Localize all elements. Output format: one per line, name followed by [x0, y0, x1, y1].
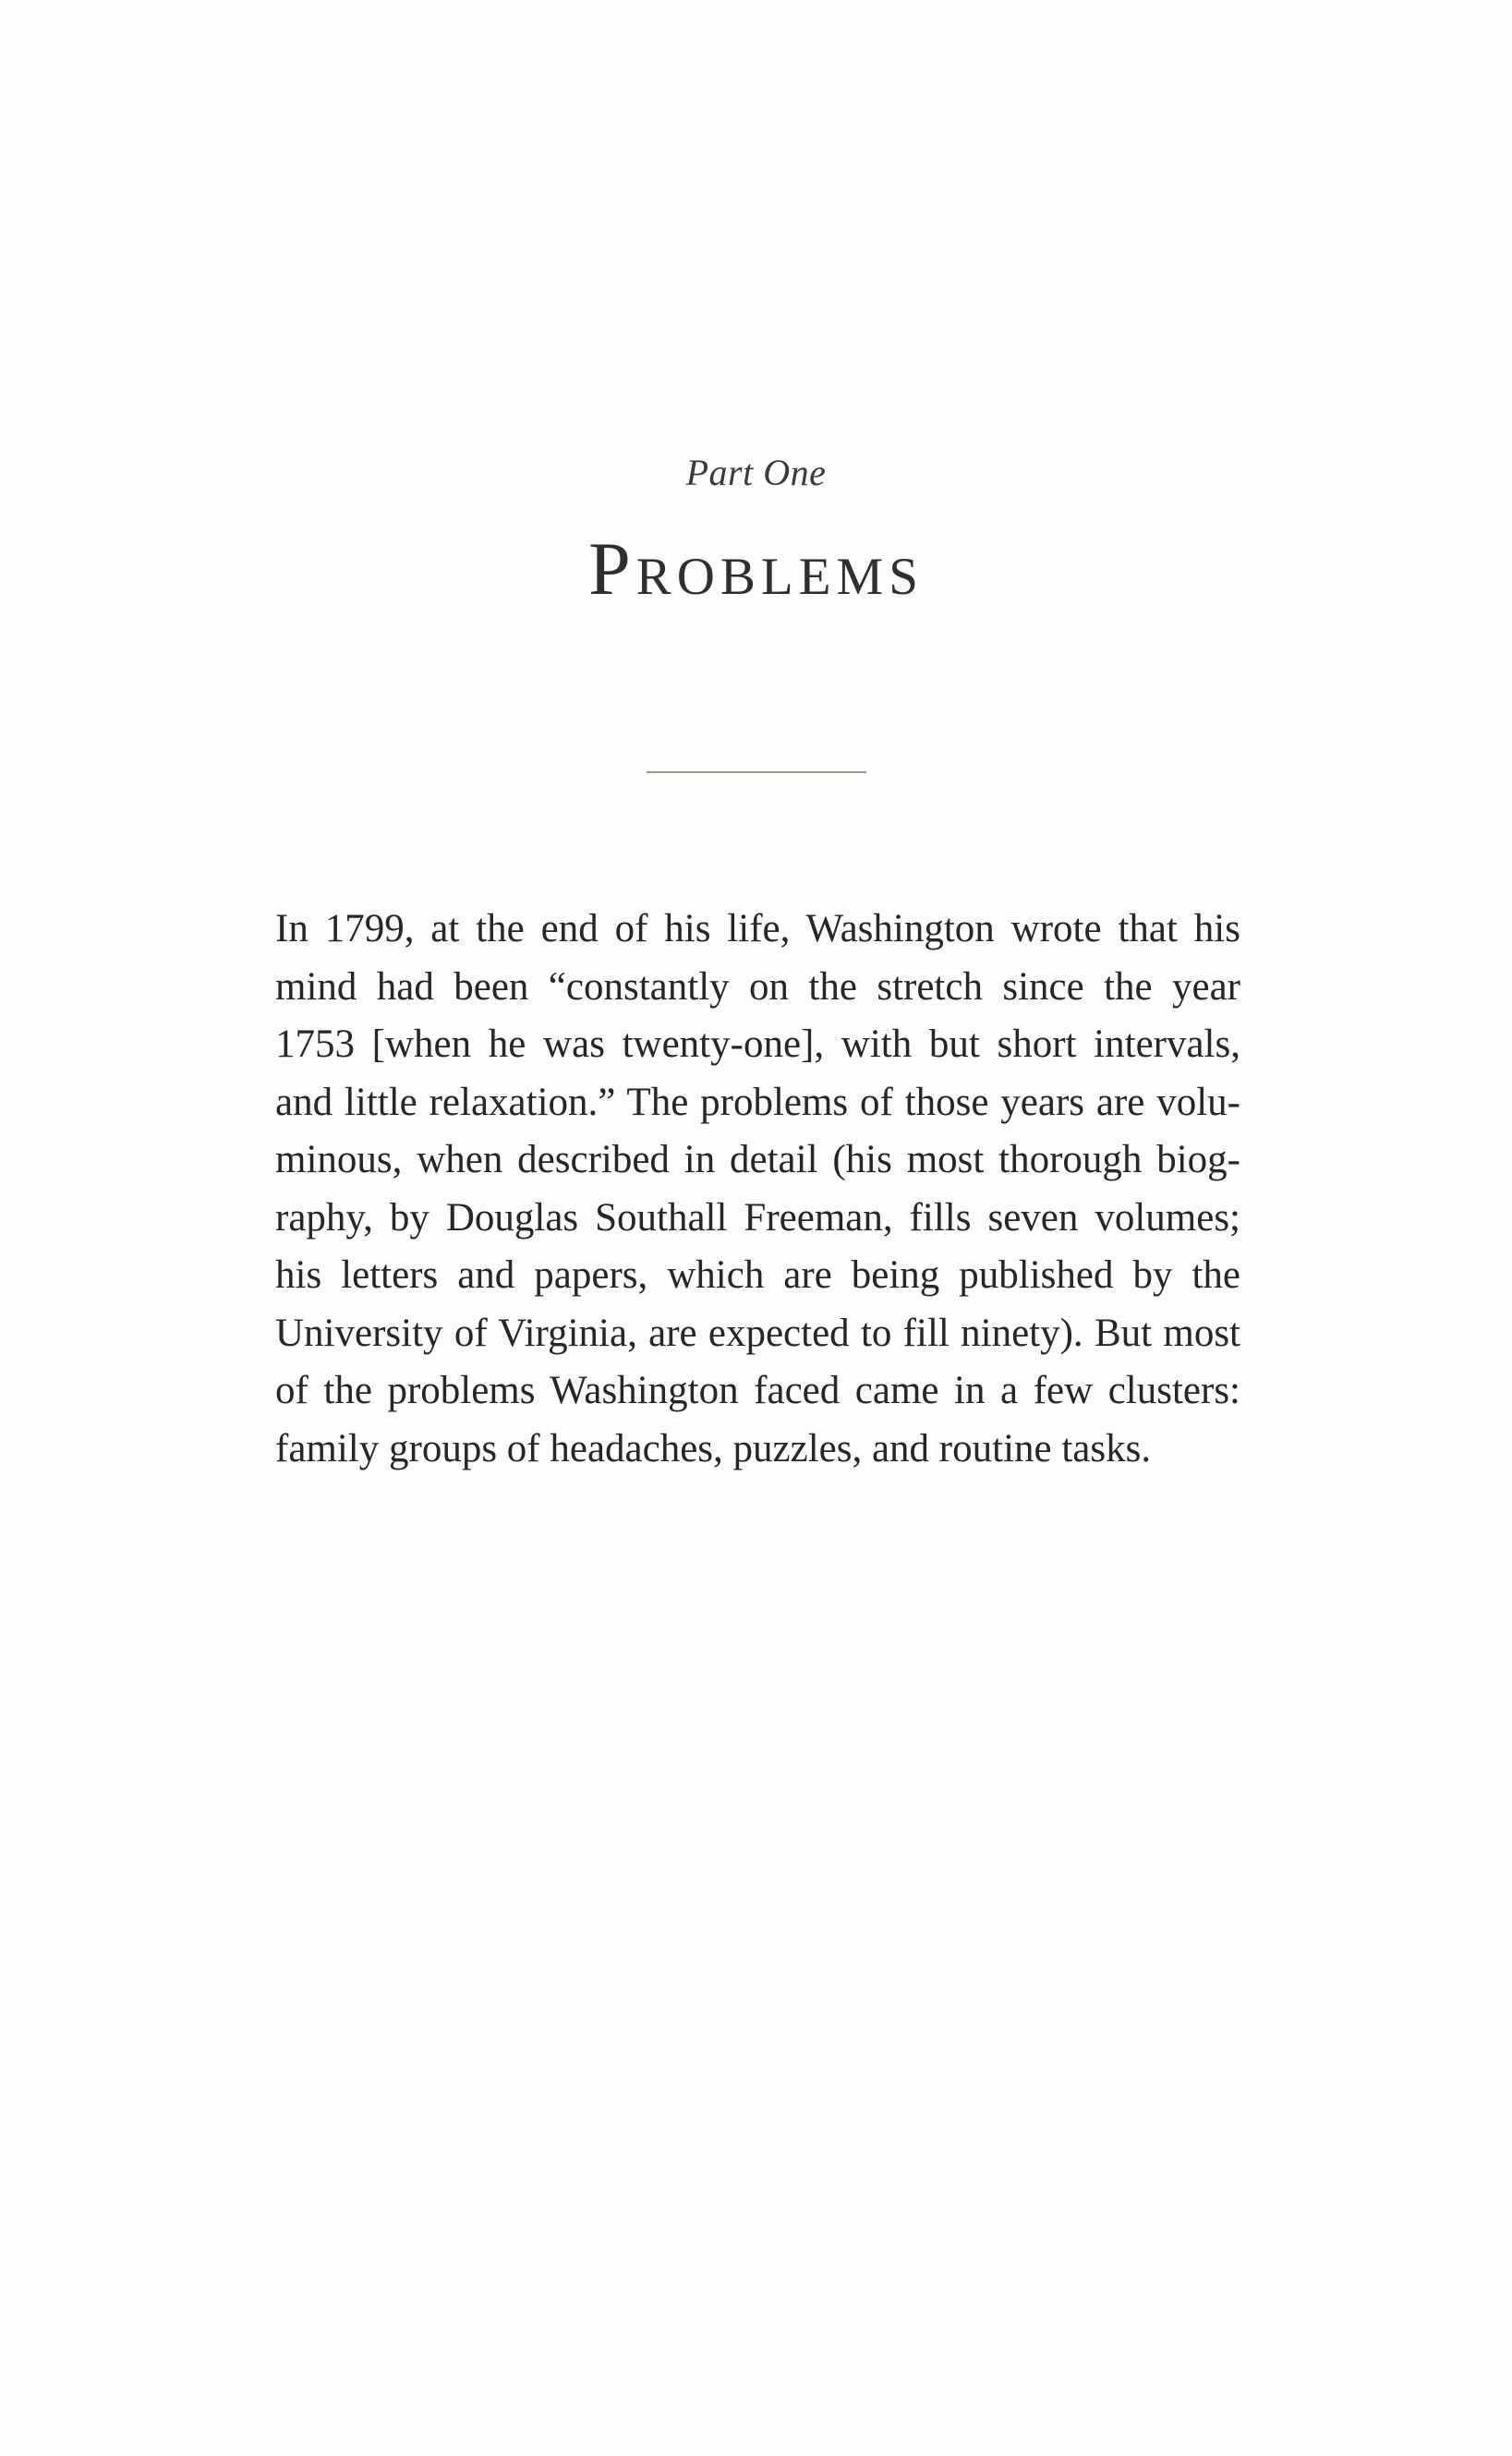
- body-paragraph: [275, 901, 1240, 1478]
- paragraph-line: of the problems Washington faced came in a few clusters:: [275, 1369, 1240, 1412]
- chapter-title: Problems: [588, 526, 924, 611]
- paragraph-line: University of Virginia, are expected to fill ninety). But most: [275, 1311, 1240, 1355]
- paragraph-line: family groups of headaches, puzzles, and routine tasks.: [275, 1426, 1152, 1470]
- decorative-rule: [647, 771, 866, 773]
- paragraph-line: In 1799, at the end of his life, Washington wrote that his: [275, 907, 1240, 950]
- paragraph-line: and little relaxation.” The problems of those years are volu-: [275, 1080, 1240, 1124]
- part-label: Part One: [685, 452, 827, 493]
- paragraph-line: mind had been “constantly on the stretch since the year: [275, 964, 1240, 1009]
- paragraph-line: 1753 [when he was twenty-one], with but short intervals,: [275, 1022, 1240, 1066]
- paragraph-line: his letters and papers, which are being published by the: [275, 1253, 1240, 1297]
- paragraph-line: minous, when described in detail (his most thorough biog-: [275, 1138, 1240, 1181]
- paragraph-line: raphy, by Douglas Southall Freeman, fills seven volumes;: [275, 1195, 1240, 1240]
